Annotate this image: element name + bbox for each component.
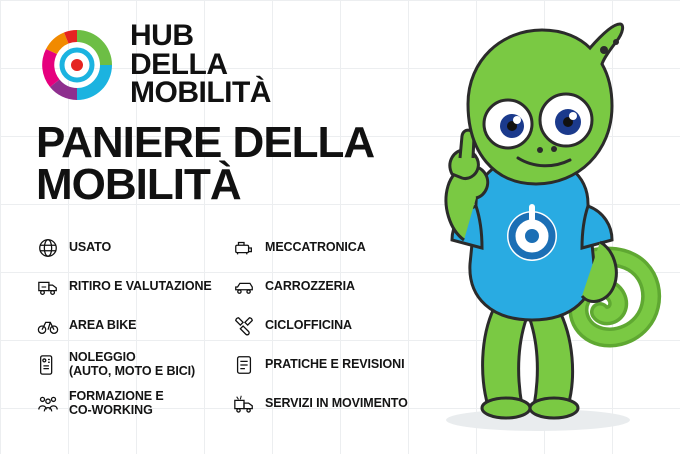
service-label bbox=[69, 280, 212, 294]
document-check-icon bbox=[232, 353, 256, 377]
service-label bbox=[265, 358, 404, 372]
brand-wordmark bbox=[130, 19, 271, 109]
service-label-main: AREA BIKE bbox=[69, 317, 137, 332]
truck-euro-icon bbox=[36, 275, 60, 299]
people-training-icon bbox=[36, 392, 60, 416]
service-label-main: PRATICHE E REVISIONI bbox=[265, 356, 405, 371]
service-label bbox=[69, 351, 195, 379]
brand-line-2: DELLA bbox=[130, 47, 228, 81]
mobile-service-van-icon bbox=[232, 392, 256, 416]
service-item-usato bbox=[36, 228, 232, 267]
service-label-main: RITIRO E VALUTAZIONE bbox=[69, 278, 212, 293]
page-title bbox=[36, 118, 375, 210]
service-label-sub: (AUTO, MOTO E BICI) bbox=[69, 363, 196, 378]
hub-circular-logo-icon bbox=[38, 26, 116, 104]
service-label-main: SERVIZI IN MOVIMENTO bbox=[265, 395, 408, 410]
globe-car-icon bbox=[36, 236, 60, 260]
service-label bbox=[69, 241, 111, 255]
service-label bbox=[265, 241, 366, 255]
bicycle-icon bbox=[36, 314, 60, 338]
page-title-line-2: MOBILITÀ bbox=[36, 160, 241, 210]
bike-tools-icon bbox=[232, 314, 256, 338]
service-label bbox=[69, 390, 164, 418]
service-label bbox=[265, 319, 352, 333]
service-label bbox=[265, 397, 408, 411]
brand-line-3: MOBILITÀ bbox=[130, 76, 271, 109]
car-body-repair-icon bbox=[232, 275, 256, 299]
services-column-left bbox=[36, 228, 232, 423]
engine-gear-icon bbox=[232, 236, 256, 260]
service-item-area-bike bbox=[36, 306, 232, 345]
service-label-main: CICLOFFICINA bbox=[265, 317, 352, 332]
page-title-line-1: PANIERE DELLA bbox=[36, 118, 375, 167]
service-item-noleggio bbox=[36, 345, 232, 384]
service-label-sub: CO-WORKING bbox=[69, 402, 153, 417]
service-label-main: FORMAZIONE E bbox=[69, 388, 164, 403]
service-label-main: NOLEGGIO bbox=[69, 349, 136, 364]
brand-line-1: HUB bbox=[130, 19, 194, 52]
service-item-formazione-e-coworking bbox=[36, 384, 232, 423]
service-label bbox=[265, 280, 355, 294]
brand-logo bbox=[38, 19, 271, 109]
service-label-main: MECCATRONICA bbox=[265, 239, 366, 254]
service-label bbox=[69, 319, 136, 333]
service-label-main: CARROZZERIA bbox=[265, 278, 355, 293]
green-chameleon-mascot bbox=[398, 8, 668, 438]
rental-key-icon bbox=[36, 353, 60, 377]
service-item-ritiro-e-valutazione bbox=[36, 267, 232, 306]
service-label-main: USATO bbox=[69, 239, 112, 254]
services-list bbox=[36, 228, 436, 423]
